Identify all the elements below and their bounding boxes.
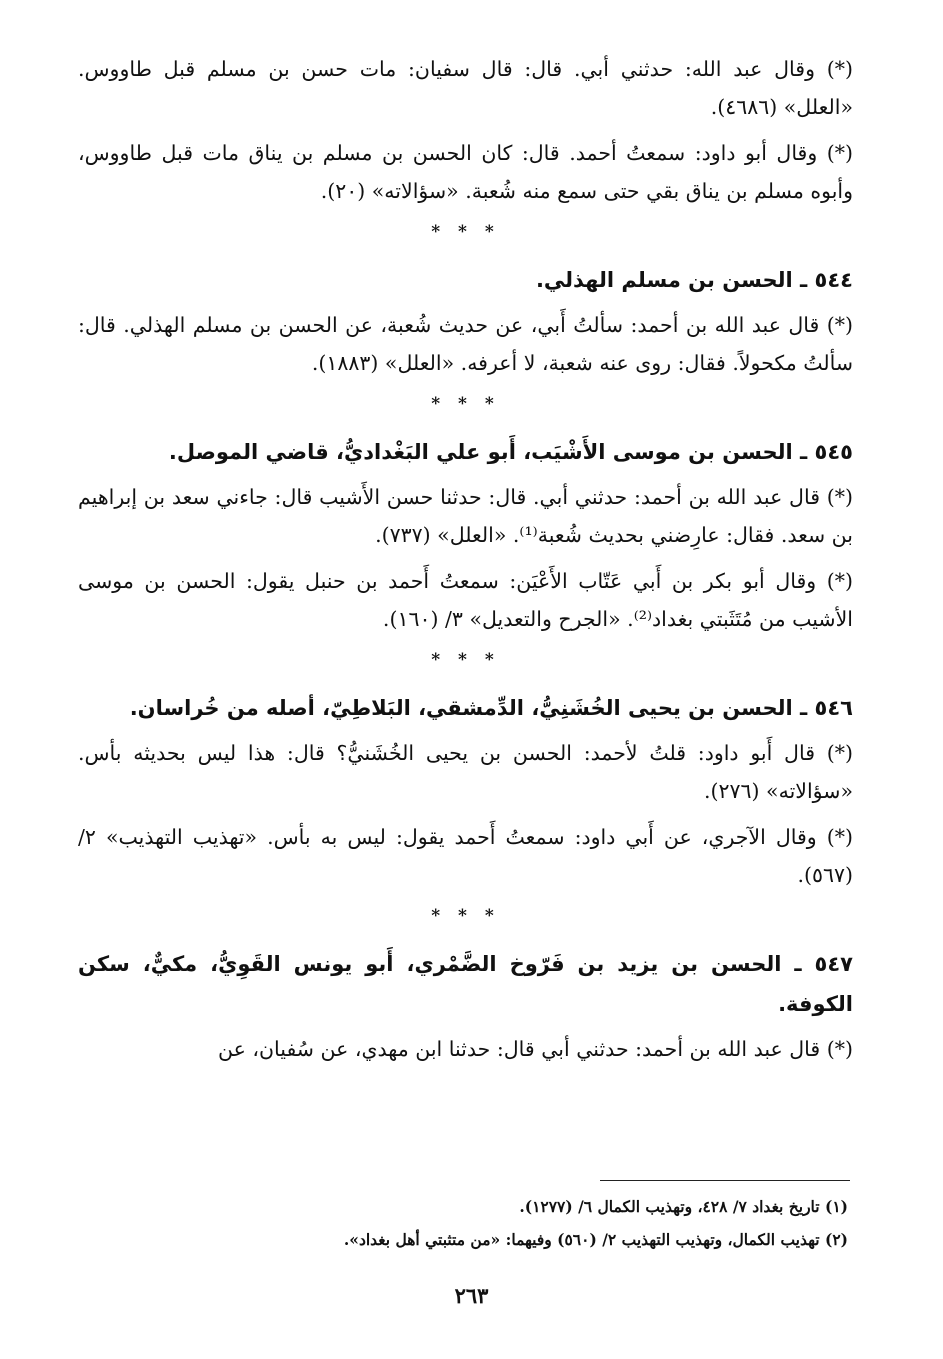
paragraph: (*) وقال عبد الله: حدثني أبي. قال: قال سفيان: مات حسن بن مسلم قبل طاووس. «العلل» (٤٦٨٦). <box>78 57 853 119</box>
paragraph: (*) وقال الآجري، عن أَبي داود: سمعتُ أَحمد يقول: ليس به بأس. «تهذيب التهذيب» ٢/ (٥٦٧). <box>78 825 853 887</box>
page-body <box>78 50 853 1076</box>
section-separator: * * * <box>431 650 500 670</box>
entry-heading: ٥٤٥ ـ الحسن بن موسى الأَشْيَب، أَبو علي البَغْداديُّ، قاضي الموصل. <box>168 440 853 464</box>
footnote: (١) تاريخ بغداد ٧/ ٤٢٨، وتهذيب الكمال ٦/ (١٢٧٧). <box>519 1197 848 1216</box>
entry-heading: ٥٤٤ ـ الحسن بن مسلم الهذلي. <box>535 268 853 292</box>
paragraph: (*) قال عبد الله بن أحمد: سألتُ أَبي، عن حديث شُعبة، عن الحسن بن مسلم الهذلي. قال: سألتُ مكحولاً. فقال: روى عنه شعبة، لا أعرفه. «العلل» (١٨٨٣). <box>78 313 853 375</box>
paragraph: (*) وقال أبو داود: سمعتُ أحمد. قال: كان الحسن بن مسلم بن يناق مات قبل طاووس، وأبوه مسلم بن يناق بقي حتى سمع منه شُعبة. «سؤالاته» (٢٠). <box>78 141 853 203</box>
footnote-divider <box>600 1180 850 1181</box>
entry-heading: ٥٤٦ ـ الحسن بن يحيى الخُشَنِيُّ، الدِّمشقي، البَلاطِيّ، أصله من خُراسان. <box>129 696 853 720</box>
footnotes <box>78 1190 848 1256</box>
section-separator: * * * <box>431 906 500 926</box>
section-separator: * * * <box>431 222 500 242</box>
footnote: (٢) تهذيب الكمال، وتهذيب التهذيب ٢/ (٥٦٠) وفيهما: «من متثبتي أهل بغداد». <box>343 1230 848 1249</box>
paragraph: (*) قال أَبو داود: قلتُ لأحمد: الحسن بن يحيى الخُشَنيُّ؟ قال: هذا ليس بحديثه بأس. «سؤالاته» (٢٧٦). <box>78 741 853 803</box>
entry-heading: ٥٤٧ ـ الحسن بن يزيد بن فَرّوخ الضَّمْري، أَبو يونس القَوِيُّ، مكيٌّ، سكن الكوفة. <box>78 952 853 1016</box>
paragraph: (*) قال عبد الله بن أحمد: حدثني أبي. قال: حدثنا حسن الأَشيب قال: جاءني سعد بن إبراهيم بن سعد. فقال: عارِضني بحديث شُعبة⁽¹⁾. «العلل» (٧٣٧). <box>78 485 853 547</box>
page-number: ٢٦٣ <box>454 1283 489 1308</box>
paragraph: (*) وقال أبو بكر بن أَبي عَتّاب الأَعْيَن: سمعتُ أَحمد بن حنبل يقول: الحسن بن موسى الأشيب من مُتَثَبتي بغداد⁽²⁾. «الجرح والتعديل» ٣/ (١٦٠). <box>78 569 853 631</box>
section-separator: * * * <box>431 394 500 414</box>
paragraph: (*) قال عبد الله بن أحمد: حدثني أبي قال: حدثنا ابن مهدي، عن سُفيان، عن <box>217 1037 853 1061</box>
